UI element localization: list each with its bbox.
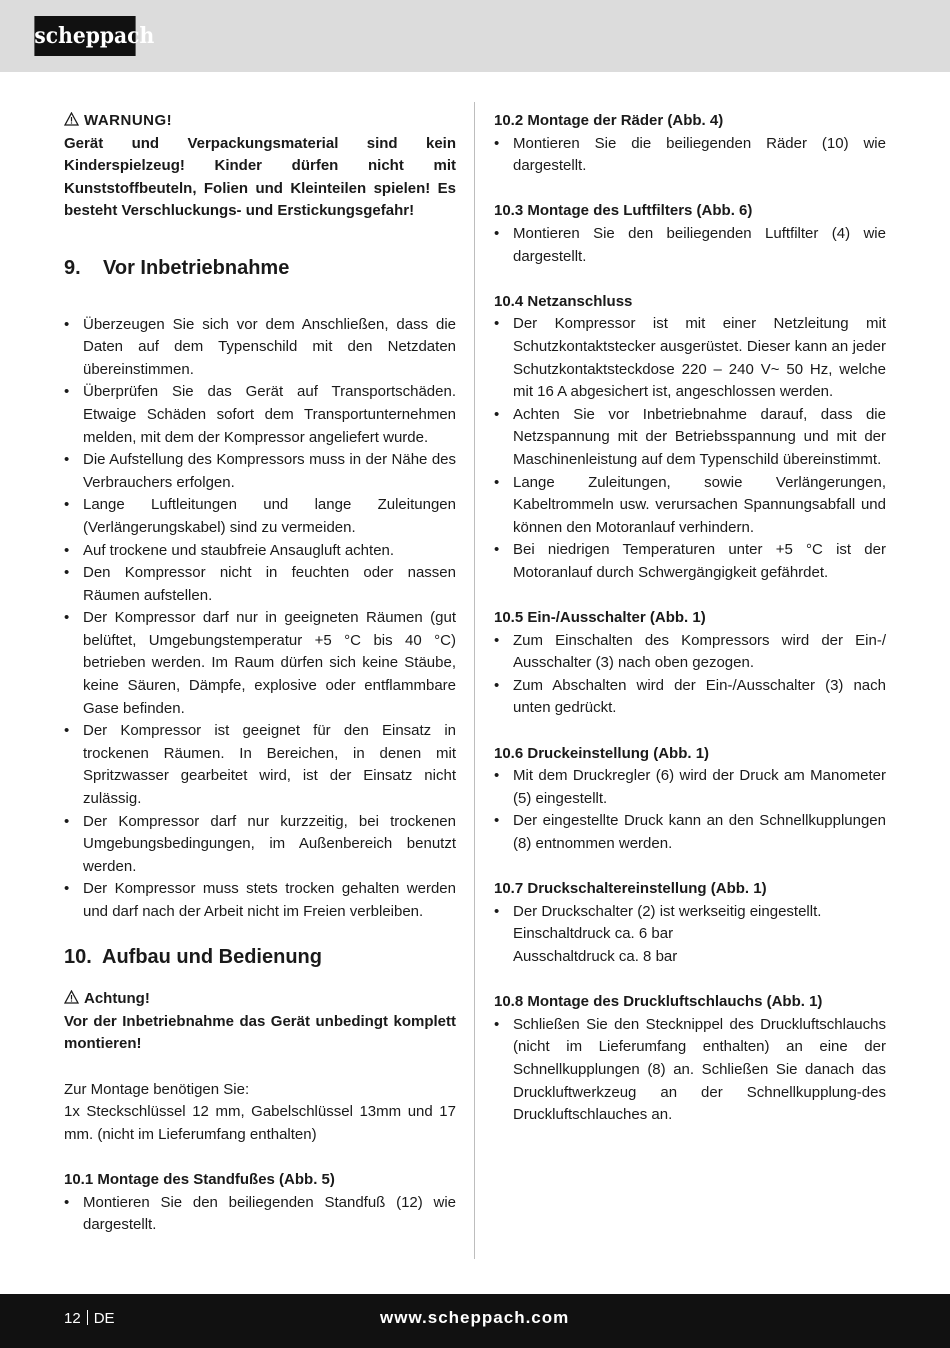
attention-heading [64, 988, 456, 1011]
list-item: • Achten Sie vor Inbetriebnahme darauf, dass die Netzspannung mit der Betriebsspannung und mit der Maschinenleistung auf dem Typenschild übereinstimmt. [494, 404, 886, 472]
scheppach-logo: scheppach [34, 16, 135, 56]
page-header [0, 0, 950, 72]
section-10-5-list [494, 630, 886, 720]
list-item: • Montieren Sie den beiliegenden Standfuß (12) wie dargestellt. [64, 1192, 456, 1237]
section-10-7-list [494, 901, 886, 969]
warning-triangle-icon [64, 990, 79, 1004]
right-column [494, 110, 886, 1127]
warning-triangle-icon [64, 112, 79, 126]
separator [87, 1310, 88, 1325]
warning-text: Gerät und Verpackungsmaterial sind kein Kinderspielzeug! Kinder dürfen nicht mit Kunststoffbeuteln, Folien und Kleinteilen spielen! Es besteht Verschluckungs- und Erstickungsgefahr! [64, 134, 456, 220]
website-link[interactable]: www.scheppach.com [380, 1308, 570, 1327]
section-10-3-list [494, 223, 886, 268]
list-item: • Mit dem Druckregler (6) wird der Druck am Manometer (5) eingestellt. [494, 765, 886, 810]
list-item: • Die Aufstellung des Kompressors muss in der Nähe des Verbrauchers erfolgen. [64, 449, 456, 494]
page-footer [0, 1294, 950, 1348]
tools-intro: Zur Montage benötigen Sie: [64, 1080, 250, 1098]
list-item: • Der Kompressor muss stets trocken gehalten werden und darf nach der Arbeit nicht im Freien verbleiben. [64, 878, 456, 923]
list-item [494, 901, 886, 969]
list-item: • Lange Zuleitungen, sowie Verlängerungen, Kabeltrommeln usw. verursachen Spannungsabfall und können den Motoranlauf verhindern. [494, 472, 886, 540]
list-item: • Der Kompressor ist geeignet für den Einsatz in trockenen Räumen. In Bereichen, in denen mit Spritzwasser gearbeitet wird, ist der Einsatz nicht zulässig. [64, 720, 456, 810]
page-number-block [64, 1310, 115, 1327]
list-item: • Den Kompressor nicht in feuchten oder nassen Räumen aufstellen. [64, 562, 456, 607]
list-item: • Überzeugen Sie sich vor dem Anschließen, dass die Daten auf dem Typenschild mit den Netzdaten übereinstimmen. [64, 314, 456, 382]
left-column [64, 110, 456, 1237]
list-item: • Montieren Sie die beiliegenden Räder (10) wie dargestellt. [494, 133, 886, 178]
section-10-4-title: 10.4 Netzanschluss [494, 292, 633, 310]
section-10-number: 10. [64, 945, 92, 968]
switch-off-pressure: Ausschaltdruck ca. 8 bar [513, 947, 678, 965]
warning-label: WARNUNG! [84, 112, 173, 129]
section-10-8-title: 10.8 Montage des Druckluftschlauchs (Abb. 1) [494, 993, 823, 1011]
section-9-heading [64, 257, 456, 280]
section-10-4-list [494, 313, 886, 584]
attention-label: Achtung! [84, 990, 150, 1008]
section-10-6-list [494, 765, 886, 855]
list-item: • Lange Luftleitungen und lange Zuleitungen (Verlängerungskabel) sind zu vermeiden. [64, 494, 456, 539]
section-10-title: Aufbau und Bedienung [102, 945, 322, 968]
list-item: • Zum Abschalten wird der Ein-/Ausschalter (3) nach unten gedrückt. [494, 675, 886, 720]
list-item: • Zum Einschalten des Kompressors wird der Ein-/ Ausschalter (3) nach oben gezogen. [494, 630, 886, 675]
section-9-title: Vor Inbetriebnahme [103, 256, 290, 279]
list-item: • Der eingestellte Druck kann an den Schnellkupplungen (8) entnommen werden. [494, 810, 886, 855]
list-item: • Der Kompressor darf nur kurzzeitig, bei trockenen Umgebungsbedingungen, im Außenbereich benutzt werden. [64, 811, 456, 879]
switch-on-pressure: Einschaltdruck ca. 6 bar [513, 925, 674, 943]
list-item: • Überprüfen Sie das Gerät auf Transportschäden. Etwaige Schäden sofort dem Transportunternehmen melden, mit dem der Kompressor angeliefert wurde. [64, 381, 456, 449]
list-item: • Der Kompressor darf nur in geeigneten Räumen (gut belüftet, Umgebungstemperatur +5 °C bis 40 °C) betrieben werden. Im Raum dürfen sich keine Stäube, keine Säuren, Dämpfe, explosive oder entflammbare Gase befinden. [64, 607, 456, 720]
page-number: 12 [64, 1310, 81, 1327]
section-10-5-title: 10.5 Ein-/Ausschalter (Abb. 1) [494, 609, 706, 627]
section-10-3-title: 10.3 Montage des Luftfilters (Abb. 6) [494, 202, 753, 220]
section-10-6-title: 10.6 Druckeinstellung (Abb. 1) [494, 744, 710, 762]
attention-text: Vor der Inbetriebnahme das Gerät unbedingt komplett montieren! [64, 1012, 456, 1053]
section-10-1-title: 10.1 Montage des Standfußes (Abb. 5) [64, 1170, 335, 1188]
list-item: • Bei niedrigen Temperaturen unter +5 °C ist der Motoranlauf durch Schwergängigkeit gefährdet. [494, 539, 886, 584]
warning-heading [64, 110, 456, 133]
tools-text: 1x Steckschlüssel 12 mm, Gabelschlüssel 13mm und 17 mm. (nicht im Lieferumfang enthalten) [64, 1103, 456, 1143]
section-10-heading [64, 946, 456, 969]
list-item: • Schließen Sie den Stecknippel des Druckluftschlauchs (nicht im Lieferumfang enthalten) an eine der Schnellkupplungen (8) an. Schließen Sie danach das Druckluftwerkzeug an der Schnellkupplung-des Druckluftschlauches an. [494, 1014, 886, 1127]
section-10-1-list [64, 1192, 456, 1237]
list-item: • Montieren Sie den beiliegenden Luftfilter (4) wie dargestellt. [494, 223, 886, 268]
section-9-list [64, 314, 456, 924]
section-10-8-list [494, 1014, 886, 1127]
section-10-2-title: 10.2 Montage der Räder (Abb. 4) [494, 112, 724, 129]
language-code: DE [93, 1310, 115, 1327]
section-10-7-item: Der Druckschalter (2) ist werkseitig eingestellt. [513, 902, 822, 920]
section-9-number: 9. [64, 256, 81, 279]
column-divider [474, 102, 475, 1259]
section-10-7-title: 10.7 Druckschaltereinstellung (Abb. 1) [494, 880, 767, 898]
section-10-2-list [494, 133, 886, 178]
list-item: • Auf trockene und staubfreie Ansaugluft achten. [64, 540, 456, 563]
list-item: • Der Kompressor ist mit einer Netzleitung mit Schutzkontaktstecker ausgerüstet. Dieser kann an jeder Schutzkontaktsteckdose 220 – 240 V~ 50 Hz, welche mit 16 A abgesichert ist, angeschlossen werden. [494, 313, 886, 403]
